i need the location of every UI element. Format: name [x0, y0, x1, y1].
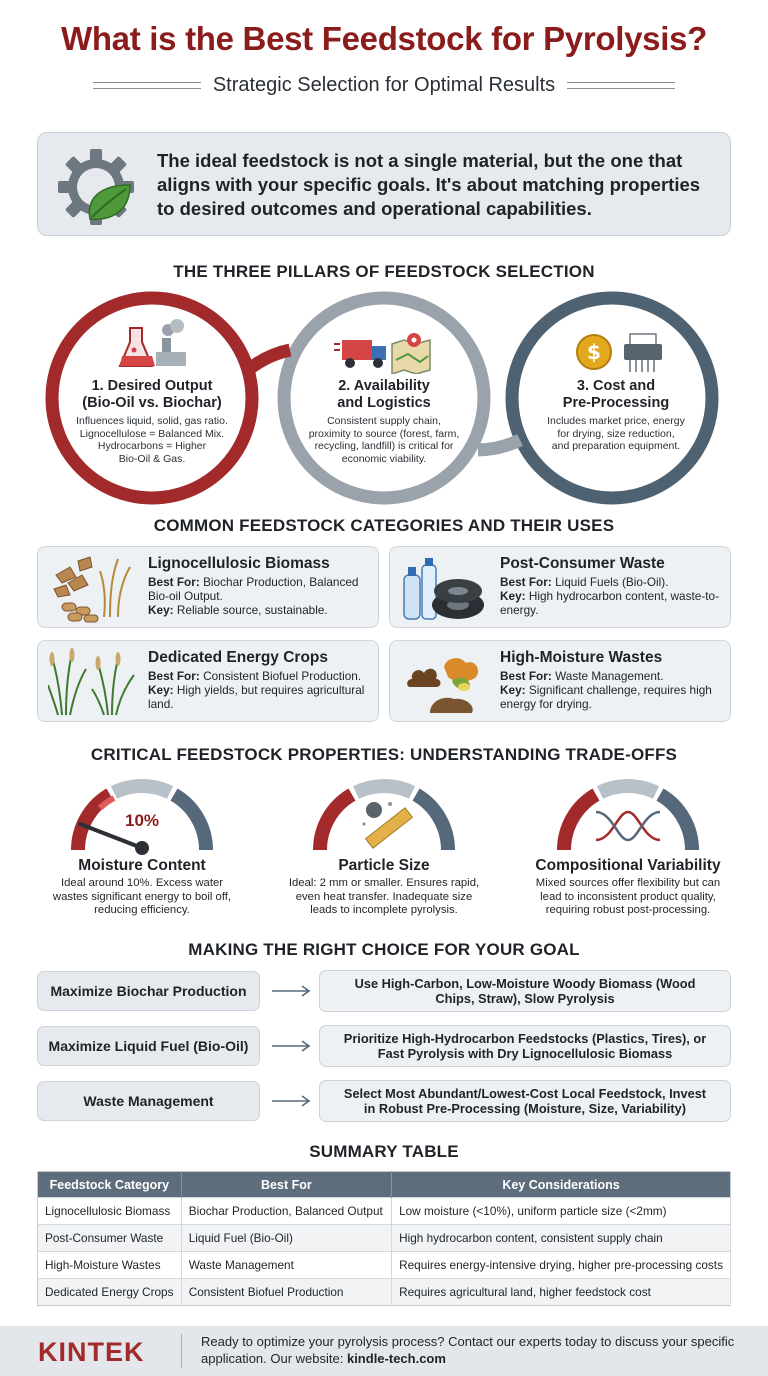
- property-desc-line: even heat transfer. Inadequate size: [295, 890, 473, 903]
- goal-waste-management: Waste Management: [37, 1081, 260, 1121]
- choice-waste-management: [319, 1080, 731, 1122]
- category-best-for: Biochar Production, Balanced Bio-oil Output.: [148, 575, 359, 603]
- table-header-row: [38, 1172, 731, 1198]
- website-link[interactable]: kindle-tech.com: [346, 1350, 446, 1366]
- footer-message: Ready to optimize your pyrolysis process? Contact our experts today to discuss your specific application. Our website:: [201, 1334, 735, 1366]
- intro-box: [37, 132, 731, 236]
- property-desc: [272, 877, 496, 918]
- properties-heading: CRITICAL FEEDSTOCK PROPERTIES: UNDERSTANDING TRADE-OFFS: [90, 745, 678, 764]
- property-desc: [512, 877, 744, 918]
- gear-leaf-icon: [56, 145, 140, 229]
- category-title: Post-Consumer Waste: [500, 555, 665, 572]
- choice-line: in Robust Pre-Processing (Moisture, Size, Variability): [363, 1101, 687, 1116]
- page-title: What is the Best Feedstock for Pyrolysis?: [60, 20, 708, 57]
- category-title: Lignocellulosic Biomass: [148, 555, 330, 572]
- footer-text: [201, 1334, 756, 1367]
- arrow-right-icon: [272, 1095, 312, 1107]
- key-label: Key:: [148, 603, 174, 617]
- best-for-label: Best For:: [500, 575, 552, 589]
- property-desc: [34, 877, 250, 918]
- category-card-energy-crops: [37, 640, 379, 722]
- table-cell: Post-Consumer Waste: [38, 1225, 182, 1252]
- table-cell: Requires agricultural land, higher feedstock cost: [392, 1279, 731, 1306]
- best-for-label: Best For:: [500, 669, 552, 683]
- subtitle-divider-left: [93, 82, 201, 89]
- category-best-for: Consistent Biofuel Production.: [203, 669, 362, 683]
- grass-icon: [48, 647, 138, 717]
- moisture-value: 10%: [124, 811, 160, 830]
- property-desc-line: Ideal: 2 mm or smaller. Ensures rapid,: [288, 877, 480, 889]
- pillar-1-desc-line: Bio-Oil & Gas.: [118, 452, 186, 465]
- property-desc-line: Ideal around 10%. Excess water: [60, 877, 223, 889]
- pillar-desired-output: [72, 378, 232, 465]
- wood-chips-icon: [48, 553, 138, 623]
- table-row: [38, 1279, 731, 1306]
- category-key: Reliable source, sustainable.: [176, 603, 328, 617]
- pillar-cost: [536, 378, 696, 453]
- table-cell: Biochar Production, Balanced Output: [181, 1198, 391, 1225]
- table-cell: Liquid Fuel (Bio-Oil): [181, 1225, 391, 1252]
- column-header: Best For: [181, 1172, 391, 1198]
- category-best-for: Liquid Fuels (Bio-Oil).: [555, 575, 669, 589]
- goal-biochar: Maximize Biochar Production: [37, 971, 260, 1011]
- choice-line: Fast Pyrolysis with Dry Lignocellulosic Biomass: [377, 1046, 673, 1061]
- truck-map-icon: [334, 330, 434, 374]
- category-card-lignocellulosic: [37, 546, 379, 628]
- column-header: Feedstock Category: [38, 1172, 182, 1198]
- property-desc-line: requiring robust post-processing.: [545, 904, 711, 916]
- table-cell: Low moisture (<10%), uniform particle size (<2mm): [392, 1198, 731, 1225]
- pillar-2-title-line2: and Logistics: [337, 395, 431, 411]
- table-cell: Requires energy-intensive drying, higher pre-processing costs: [392, 1252, 731, 1279]
- table-cell: Consistent Biofuel Production: [181, 1279, 391, 1306]
- flask-factory-icon: [118, 318, 190, 374]
- best-for-label: Best For:: [148, 575, 200, 589]
- coin-shredder-icon: [576, 330, 680, 374]
- pillar-3-desc-line: for drying, size reduction,: [557, 427, 675, 440]
- wave-icon: [596, 812, 660, 840]
- table-row: [38, 1252, 731, 1279]
- category-title: Dedicated Energy Crops: [148, 649, 329, 666]
- pillar-2-desc-line: Consistent supply chain,: [327, 415, 441, 427]
- property-desc-line: lead to inconsistent product quality,: [540, 890, 716, 903]
- category-best-for: Waste Management.: [555, 669, 664, 683]
- category-body: [500, 575, 732, 617]
- footer-divider: [181, 1334, 182, 1368]
- summary-heading: SUMMARY TABLE: [309, 1142, 459, 1161]
- pillar-3-title-line1: 3. Cost and: [576, 378, 656, 394]
- category-key: Significant challenge, requires high energy for drying.: [500, 683, 712, 711]
- footer: [0, 1326, 768, 1376]
- category-title: High-Moisture Wastes: [500, 649, 663, 666]
- svg-text:KINTEK: KINTEK: [38, 1337, 145, 1366]
- choice-line: Select Most Abundant/Lowest-Cost Local Feedstock, Invest: [343, 1085, 707, 1101]
- subtitle-divider-right: [567, 82, 675, 89]
- table-cell: High hydrocarbon content, consistent supply chain: [392, 1225, 731, 1252]
- ruler-particle-icon: [362, 802, 412, 848]
- table-row: [38, 1198, 731, 1225]
- choice-line: Use High-Carbon, Low-Moisture Woody Biomass (Wood: [354, 975, 696, 991]
- property-desc-line: wastes significant energy to boil off,: [52, 890, 232, 903]
- page-subtitle: Strategic Selection for Optimal Results: [212, 73, 556, 96]
- column-header: Key Considerations: [392, 1172, 731, 1198]
- category-body: [148, 669, 380, 711]
- table-row: [38, 1225, 731, 1252]
- pillar-2-desc-line: economic viability.: [341, 452, 427, 465]
- table-cell: Waste Management: [181, 1252, 391, 1279]
- category-body: [148, 575, 380, 617]
- svg-text:$: $: [587, 340, 601, 364]
- category-card-high-moisture: [389, 640, 731, 722]
- summary-table: [37, 1171, 731, 1306]
- goals-heading: MAKING THE RIGHT CHOICE FOR YOUR GOAL: [188, 940, 580, 959]
- key-label: Key:: [500, 683, 526, 697]
- intro-text: The ideal feedstock is not a single material, but the one that aligns with your specific goals. It's about matching properties to desired outcomes and operational capabilities.: [157, 150, 701, 219]
- choice-line: Prioritize High-Hydrocarbon Feedstocks (Plastics, Tires), or: [343, 1030, 707, 1046]
- property-desc-line: leads to incomplete pyrolysis.: [310, 904, 458, 916]
- pillar-2-title-line1: 2. Availability: [338, 378, 430, 394]
- property-title: Particle Size: [338, 857, 430, 874]
- pillar-3-title-line2: Pre-Processing: [562, 395, 670, 411]
- pillars-heading: THE THREE PILLARS OF FEEDSTOCK SELECTION: [173, 262, 595, 281]
- variability-gauge: [556, 778, 700, 856]
- bottles-tires-icon: [400, 553, 490, 623]
- kintek-logo: [38, 1336, 162, 1366]
- table-cell: Lignocellulosic Biomass: [38, 1198, 182, 1225]
- categories-heading: COMMON FEEDSTOCK CATEGORIES AND THEIR USES: [153, 516, 615, 535]
- pillar-1-desc-line: Hydrocarbons = Higher: [97, 440, 207, 452]
- wet-waste-icon: [400, 647, 490, 717]
- key-label: Key:: [500, 589, 526, 603]
- arrow-right-icon: [272, 985, 312, 997]
- pillar-2-desc-line: proximity to source (forest, farm,: [308, 427, 460, 440]
- particle-gauge: [312, 778, 456, 856]
- key-label: Key:: [148, 683, 174, 697]
- pillar-1-title-line2: (Bio-Oil vs. Biochar): [82, 395, 222, 411]
- choice-biochar: [319, 970, 731, 1012]
- pillar-1-desc-line: Influences liquid, solid, gas ratio.: [76, 415, 228, 427]
- arrow-right-icon: [272, 1040, 312, 1052]
- category-key: High yields, but requires agricultural land.: [148, 683, 365, 711]
- moisture-gauge: [70, 778, 214, 856]
- pillar-2-desc-line: recycling, landfill) is critical for: [314, 440, 454, 452]
- choice-line: Chips, Straw), Slow Pyrolysis: [435, 991, 615, 1006]
- property-title: Compositional Variability: [535, 857, 721, 874]
- category-body: [500, 669, 732, 711]
- pillar-1-desc-line: Lignocellulose = Balanced Mix.: [79, 427, 225, 440]
- best-for-label: Best For:: [148, 669, 200, 683]
- choice-liquid-fuel: [319, 1025, 731, 1067]
- property-desc-line: reducing efficiency.: [94, 904, 190, 916]
- property-desc-line: Mixed sources offer flexibility but can: [535, 877, 721, 889]
- table-cell: Dedicated Energy Crops: [38, 1279, 182, 1306]
- pillar-3-desc-line: Includes market price, energy: [547, 415, 685, 427]
- subtitle-row: [0, 70, 768, 100]
- table-cell: High-Moisture Wastes: [38, 1252, 182, 1279]
- category-key: High hydrocarbon content, waste-to-energy.: [500, 589, 720, 617]
- pillar-1-title-line1: 1. Desired Output: [91, 378, 213, 394]
- category-card-post-consumer: [389, 546, 731, 628]
- property-title: Moisture Content: [78, 857, 206, 874]
- pillar-3-desc-line: and preparation equipment.: [551, 440, 681, 452]
- goal-liquid-fuel: Maximize Liquid Fuel (Bio-Oil): [37, 1026, 260, 1066]
- pillar-availability: [304, 378, 464, 465]
